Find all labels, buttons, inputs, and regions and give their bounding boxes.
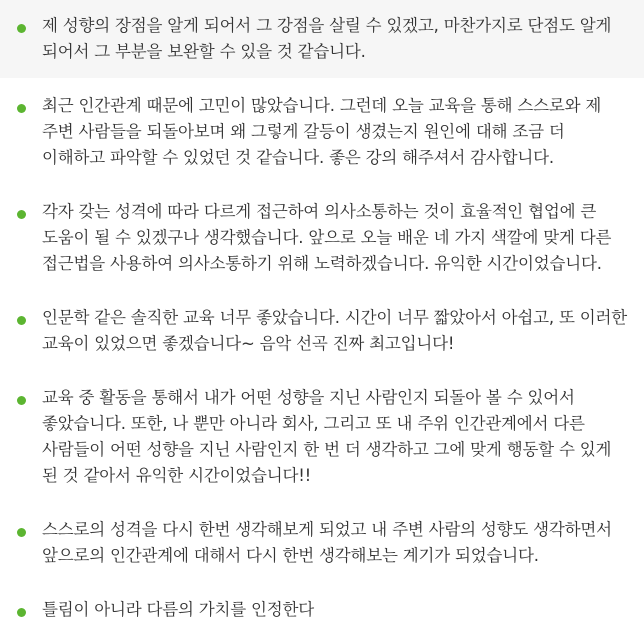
- comment-item: [0, 292, 644, 370]
- bullet-dot-icon: [17, 528, 26, 537]
- bullet-dot-icon: [17, 104, 26, 113]
- bullet-dot-icon: [17, 210, 26, 219]
- comment-text: 스스로의 성격을 다시 한번 생각해보게 되었고 내 주변 사람의 성향도 생각하면서 앞으로의 인간관계에 대해서 다시 한번 생각해보는 계기가 되었습니다.: [42, 520, 612, 565]
- comment-text: 교육 중 활동을 통해서 내가 어떤 성향을 지닌 사람인지 되돌아 볼 수 있어서 좋았습니다. 또한, 나 뿐만 아니라 회사, 그리고 또 내 주위 인간관계에서 다른 사람들이 어떤 성향을 지닌 사람인지 한 번 더 생각하고 그에 맞게 행동할 수 있게 된 것 같아서 유익한 시간이었습니다!!: [42, 388, 612, 485]
- comment-item: [0, 0, 644, 78]
- comment-item: [0, 80, 644, 184]
- comment-text: 최근 인간관계 때문에 고민이 많았습니다. 그런데 오늘 교육을 통해 스스로와 제 주변 사람들을 되돌아보며 왜 그렇게 갈등이 생겼는지 원인에 대해 조금 더 이해하고 파악할 수 있었던 것 같습니다. 좋은 강의 해주셔서 감사합니다.: [42, 96, 602, 167]
- comment-item: [0, 186, 644, 290]
- comment-text: 각자 갖는 성격에 따라 다르게 접근하여 의사소통하는 것이 효율적인 협업에 큰 도움이 될 수 있겠구나 생각했습니다. 앞으로 오늘 배운 네 가지 색깔에 맞게 다른 접근법을 사용하여 의사소통하기 위해 노력하겠습니다. 유익한 시간이었습니다.: [42, 202, 612, 273]
- bullet-dot-icon: [17, 24, 26, 33]
- comment-item: [0, 584, 644, 636]
- bullet-dot-icon: [17, 316, 26, 325]
- comment-text: 인문학 같은 솔직한 교육 너무 좋았습니다. 시간이 너무 짧았아서 아쉽고, 또 이러한 교육이 있었으면 좋겠습니다~ 음악 선곡 진짜 최고입니다!: [42, 308, 627, 353]
- comment-text: 틀림이 아니라 다름의 가치를 인정한다: [42, 600, 315, 619]
- bullet-dot-icon: [17, 608, 26, 617]
- comment-item: [0, 504, 644, 582]
- comment-item: [0, 372, 644, 502]
- comment-text: 제 성향의 장점을 알게 되어서 그 강점을 살릴 수 있겠고, 마찬가지로 단점도 알게 되어서 그 부분을 보완할 수 있을 것 같습니다.: [42, 16, 612, 61]
- bullet-dot-icon: [17, 396, 26, 405]
